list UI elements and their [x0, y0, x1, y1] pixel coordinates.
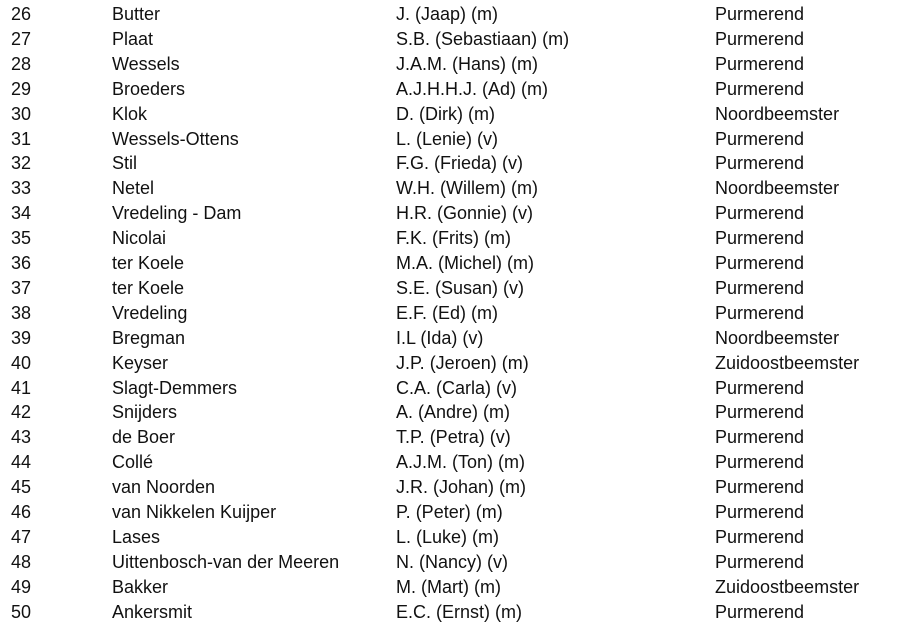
row-number: 46	[11, 502, 32, 522]
list-row	[0, 400, 900, 425]
surname: Bakker	[112, 576, 169, 597]
surname: van Noorden	[112, 477, 216, 498]
row-number: 39	[11, 327, 32, 348]
initials-firstname: T.P. (Petra) (v)	[396, 427, 511, 448]
surname: Nicolai	[112, 228, 167, 249]
list-row	[0, 326, 900, 351]
initials-firstname: J.R. (Johan) (m)	[396, 477, 527, 498]
place-of-residence: Purmerend	[715, 253, 805, 273]
surname: Stil	[112, 153, 138, 174]
list-row	[0, 301, 900, 326]
initials-firstname: A. (Andre) (m)	[396, 402, 511, 423]
place-of-residence: Purmerend	[715, 452, 805, 473]
place-of-residence: Zuidoostbeemster	[715, 576, 860, 597]
initials-firstname: F.G. (Frieda) (v)	[396, 153, 524, 174]
surname: Butter	[112, 4, 161, 24]
place-of-residence: Purmerend	[715, 526, 805, 547]
surname: Vredeling	[112, 302, 188, 323]
surname: Vredeling - Dam	[112, 203, 242, 224]
list-row	[0, 176, 900, 201]
initials-firstname: E.F. (Ed) (m)	[396, 302, 498, 323]
surname: ter Koele	[112, 277, 185, 298]
place-of-residence: Purmerend	[715, 78, 805, 99]
list-row	[0, 376, 900, 401]
list-row	[0, 600, 900, 625]
list-row	[0, 77, 900, 102]
row-number: 34	[11, 203, 32, 224]
initials-firstname: A.J.H.H.J. (Ad) (m)	[396, 78, 548, 99]
place-of-residence: Purmerend	[715, 203, 805, 224]
surname: Bregman	[112, 327, 186, 348]
list-row	[0, 351, 900, 376]
initials-firstname: M. (Mart) (m)	[396, 576, 501, 597]
initials-firstname: E.C. (Ernst) (m)	[396, 601, 522, 622]
row-number: 50	[11, 601, 32, 622]
place-of-residence: Purmerend	[715, 601, 805, 622]
place-of-residence: Purmerend	[715, 153, 805, 174]
list-row	[0, 500, 900, 525]
place-of-residence: Purmerend	[715, 128, 805, 149]
place-of-residence: Zuidoostbeemster	[715, 352, 860, 373]
place-of-residence: Purmerend	[715, 427, 805, 448]
initials-firstname: C.A. (Carla) (v)	[396, 377, 517, 398]
list-row	[0, 525, 900, 550]
place-of-residence: Purmerend	[715, 228, 805, 249]
surname: Slagt-Demmers	[112, 377, 238, 398]
row-number: 45	[11, 477, 32, 498]
list-row	[0, 450, 900, 475]
surname: Netel	[112, 178, 155, 199]
initials-firstname: H.R. (Gonnie) (v)	[396, 203, 534, 224]
place-of-residence: Purmerend	[715, 502, 805, 522]
initials-firstname: W.H. (Willem) (m)	[396, 178, 538, 199]
surname: Broeders	[112, 78, 186, 99]
initials-firstname: P. (Peter) (m)	[396, 502, 503, 522]
place-of-residence: Purmerend	[715, 551, 805, 572]
list-row	[0, 2, 900, 27]
place-of-residence: Purmerend	[715, 477, 805, 498]
list-row	[0, 425, 900, 450]
initials-firstname: N. (Nancy) (v)	[396, 551, 508, 572]
list-row	[0, 27, 900, 52]
place-of-residence: Purmerend	[715, 402, 805, 423]
surname: Lases	[112, 526, 161, 547]
surname: Klok	[112, 103, 148, 124]
initials-firstname: S.B. (Sebastiaan) (m)	[396, 28, 570, 49]
row-number: 32	[11, 153, 32, 174]
initials-firstname: L. (Luke) (m)	[396, 526, 500, 547]
surname: Uittenbosch-van der Meeren	[112, 551, 340, 572]
surname: Keyser	[112, 352, 169, 373]
initials-firstname: J. (Jaap) (m)	[396, 4, 499, 24]
row-number: 37	[11, 277, 32, 298]
surname: Ankersmit	[112, 601, 193, 622]
initials-firstname: I.L (Ida) (v)	[396, 327, 484, 348]
row-number: 36	[11, 253, 32, 273]
list-row	[0, 127, 900, 152]
row-number: 30	[11, 103, 32, 124]
surname: Snijders	[112, 402, 178, 423]
place-of-residence: Purmerend	[715, 302, 805, 323]
initials-firstname: L. (Lenie) (v)	[396, 128, 499, 149]
list-row	[0, 575, 900, 600]
place-of-residence: Purmerend	[715, 53, 805, 74]
initials-firstname: D. (Dirk) (m)	[396, 103, 495, 124]
initials-firstname: S.E. (Susan) (v)	[396, 277, 525, 298]
place-of-residence: Noordbeemster	[715, 327, 840, 348]
surname: Wessels-Ottens	[112, 128, 239, 149]
surname: de Boer	[112, 427, 176, 448]
list-row	[0, 102, 900, 127]
list-row	[0, 475, 900, 500]
list-row	[0, 276, 900, 301]
initials-firstname: M.A. (Michel) (m)	[396, 253, 534, 273]
place-of-residence: Purmerend	[715, 28, 805, 49]
row-number: 27	[11, 28, 32, 49]
row-number: 40	[11, 352, 32, 373]
list-row	[0, 201, 900, 226]
row-number: 49	[11, 576, 32, 597]
place-of-residence: Noordbeemster	[715, 103, 840, 124]
place-of-residence: Noordbeemster	[715, 178, 840, 199]
place-of-residence: Purmerend	[715, 277, 805, 298]
surname: van Nikkelen Kuijper	[112, 502, 277, 522]
surname: Wessels	[112, 53, 180, 74]
list-row	[0, 226, 900, 251]
row-number: 47	[11, 526, 32, 547]
initials-firstname: A.J.M. (Ton) (m)	[396, 452, 525, 473]
list-row	[0, 151, 900, 176]
row-number: 42	[11, 402, 32, 423]
row-number: 28	[11, 53, 32, 74]
row-number: 44	[11, 452, 32, 473]
surname: ter Koele	[112, 253, 185, 273]
list-row	[0, 550, 900, 575]
surname: Collé	[112, 452, 154, 473]
initials-firstname: J.A.M. (Hans) (m)	[396, 53, 538, 74]
row-number: 38	[11, 302, 32, 323]
row-number: 35	[11, 228, 32, 249]
row-number: 26	[11, 4, 32, 24]
row-number: 43	[11, 427, 32, 448]
place-of-residence: Purmerend	[715, 377, 805, 398]
initials-firstname: J.P. (Jeroen) (m)	[396, 352, 529, 373]
row-number: 41	[11, 377, 32, 398]
row-number: 29	[11, 78, 32, 99]
surname: Plaat	[112, 28, 154, 49]
list-row	[0, 251, 900, 276]
list-row	[0, 52, 900, 77]
place-of-residence: Purmerend	[715, 4, 805, 24]
row-number: 33	[11, 178, 32, 199]
row-number: 31	[11, 128, 32, 149]
initials-firstname: F.K. (Frits) (m)	[396, 228, 511, 249]
row-number: 48	[11, 551, 32, 572]
